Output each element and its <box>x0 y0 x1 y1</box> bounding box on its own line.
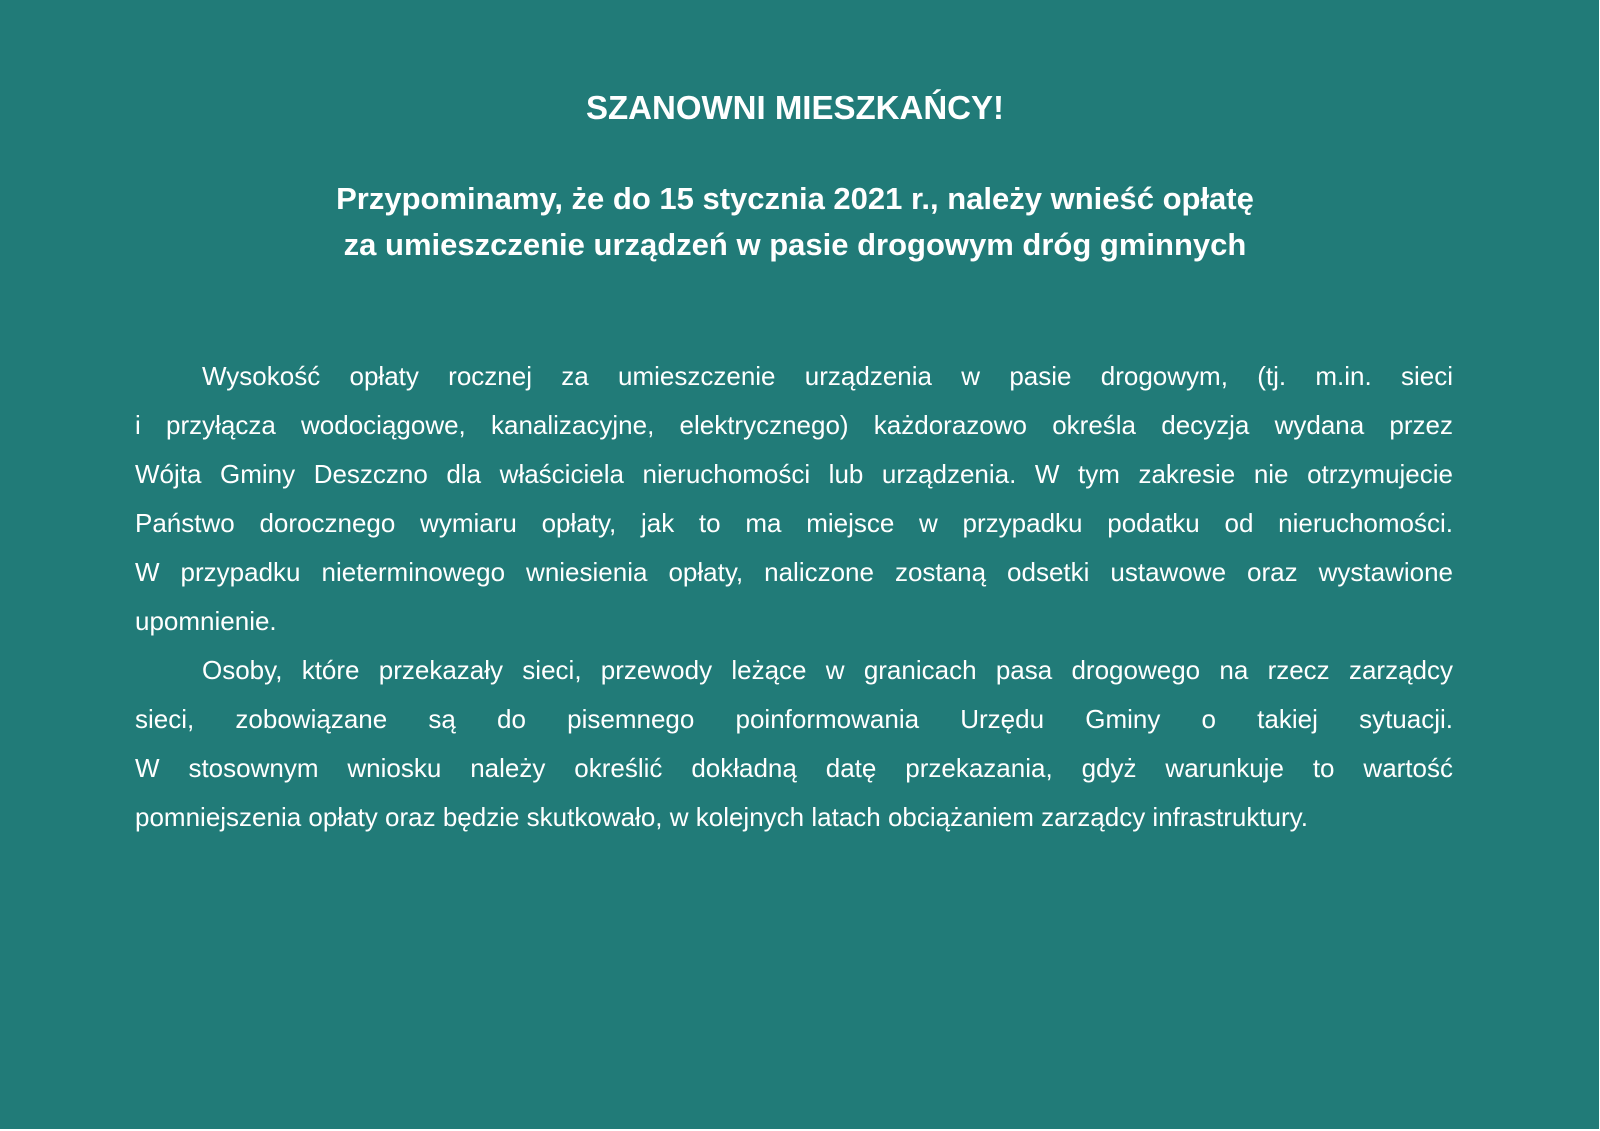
page-title: SZANOWNI MIESZKAŃCY! <box>586 89 1004 126</box>
paragraph-line: i przyłącza wodociągowe, kanalizacyjne, elektrycznego) każdorazowo określa decyzja wydana przez <box>135 410 1453 440</box>
paragraph-fee-info <box>135 352 1453 646</box>
subtitle <box>0 176 1590 268</box>
subtitle-line: Przypominamy, że do 15 stycznia 2021 r., należy wnieść opłatę <box>336 181 1254 216</box>
paragraph-line: W stosownym wniosku należy określić dokładną datę przekazania, gdyż warunkuje to wartość <box>135 753 1453 783</box>
paragraph-line: sieci, zobowiązane są do pisemnego poinformowania Urzędu Gminy o takiej sytuacji. <box>135 704 1453 734</box>
paragraph-line: pomniejszenia opłaty oraz będzie skutkowało, w kolejnych latach obciążaniem zarządcy infrastruktury. <box>135 802 1308 832</box>
paragraph-line: W przypadku nieterminowego wniesienia opłaty, naliczone zostaną odsetki ustawowe oraz wystawione <box>135 557 1453 587</box>
paragraph-line: Osoby, które przekazały sieci, przewody leżące w granicach pasa drogowego na rzecz zarządcy <box>202 655 1453 685</box>
paragraph-line: Wysokość opłaty rocznej za umieszczenie urządzenia w pasie drogowym, (tj. m.in. sieci <box>202 361 1453 391</box>
subtitle-line: za umieszczenie urządzeń w pasie drogowym dróg gminnych <box>343 227 1247 262</box>
paragraph-transfer-info <box>135 646 1453 842</box>
paragraph-line: Państwo dorocznego wymiaru opłaty, jak to ma miejsce w przypadku podatku od nieruchomości. <box>135 508 1453 538</box>
paragraph-line: upomnienie. <box>135 606 277 636</box>
body-text <box>135 352 1453 842</box>
paragraph-line: Wójta Gminy Deszczno dla właściciela nieruchomości lub urządzenia. W tym zakresie nie otrzymujecie <box>135 459 1453 489</box>
